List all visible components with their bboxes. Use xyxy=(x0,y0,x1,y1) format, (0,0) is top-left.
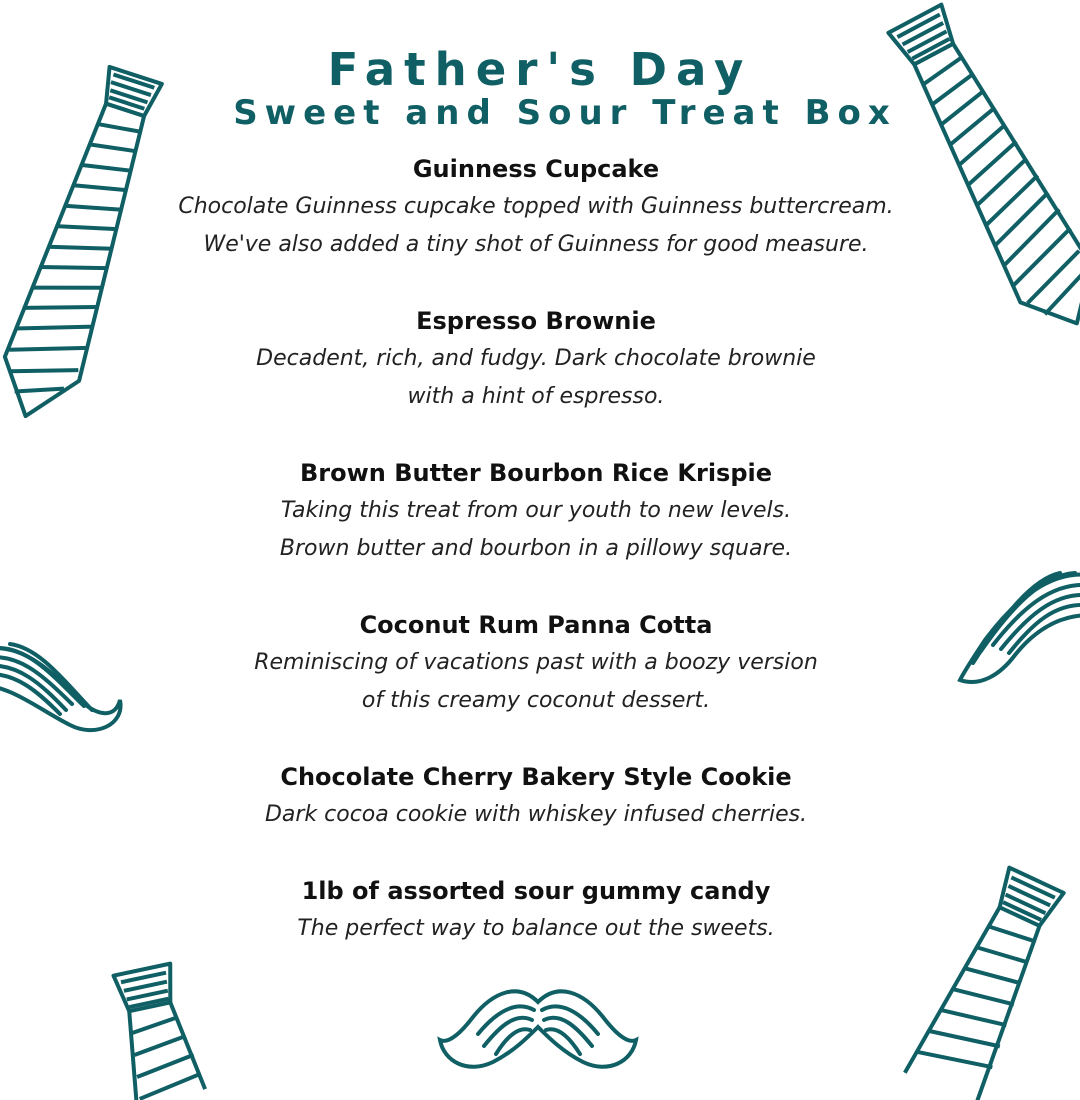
menu-item xyxy=(140,758,932,834)
item-name: 1lb of assorted sour gummy candy xyxy=(301,877,771,905)
menu-item xyxy=(140,150,932,264)
menu-item xyxy=(140,606,932,720)
menu-item xyxy=(140,454,932,568)
page-subtitle: Sweet and Sour Treat Box xyxy=(233,93,897,133)
item-description: Taking this treat from our youth to new levels. xyxy=(280,498,792,523)
item-description: The perfect way to balance out the sweets. xyxy=(297,916,775,941)
item-description: Dark cocoa cookie with whiskey infused cherries. xyxy=(264,802,808,827)
mustache-icon xyxy=(438,982,638,1080)
item-description: Chocolate Guinness cupcake topped with Guinness buttercream. xyxy=(178,194,894,219)
item-description: of this creamy coconut dessert. xyxy=(361,688,711,713)
item-name: Coconut Rum Panna Cotta xyxy=(359,611,713,639)
mustache-icon xyxy=(955,565,1080,690)
menu-item xyxy=(140,302,932,416)
item-name: Espresso Brownie xyxy=(416,307,656,335)
page-title: Father's Day xyxy=(327,43,753,96)
item-name: Guinness Cupcake xyxy=(412,155,660,183)
mustache-icon xyxy=(0,630,130,740)
item-name: Brown Butter Bourbon Rice Krispie xyxy=(299,459,773,487)
menu-list xyxy=(140,150,932,948)
item-description: with a hint of espresso. xyxy=(407,384,665,409)
item-description: Brown butter and bourbon in a pillowy square. xyxy=(279,536,793,561)
item-description: Reminiscing of vacations past with a boozy version xyxy=(254,650,818,675)
item-description: We've also added a tiny shot of Guinness for good measure. xyxy=(203,232,869,257)
item-name: Chocolate Cherry Bakery Style Cookie xyxy=(280,763,792,791)
item-description: Decadent, rich, and fudgy. Dark chocolate brownie xyxy=(256,346,816,371)
tie-icon xyxy=(95,955,245,1095)
menu-item xyxy=(140,872,932,948)
